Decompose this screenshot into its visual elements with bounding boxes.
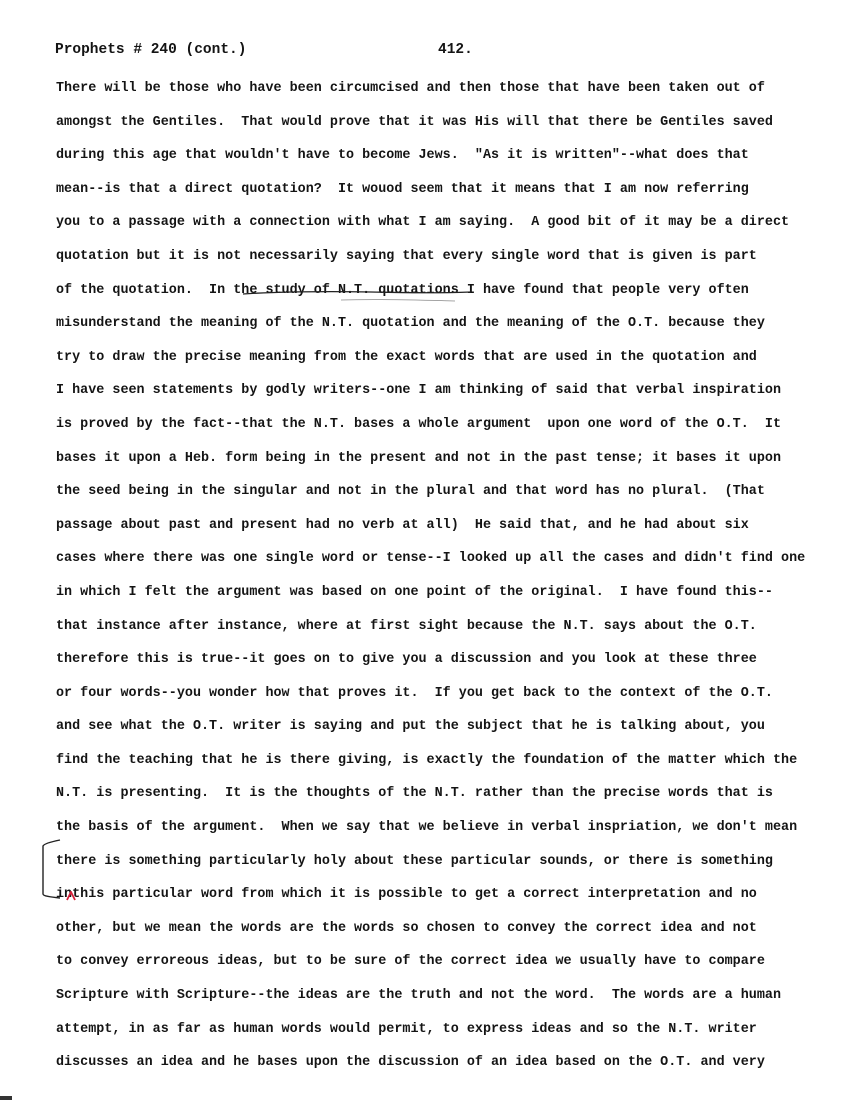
text-line: and see what the O.T. writer is saying and put the subject that he is talking about, you <box>56 719 765 735</box>
body-text <box>56 72 845 1080</box>
text-line: cases where there was one single word or tense--I looked up all the cases and didn't find one <box>56 551 806 567</box>
text-line: attempt, in as far as human words would permit, to express ideas and so the N.T. writer <box>56 1021 757 1037</box>
text-line: that instance after instance, where at first sight because the N.T. says about the O.T. <box>56 618 757 634</box>
margin-bracket-mark <box>40 836 62 900</box>
text-line: N.T. is presenting. It is the thoughts of the N.T. rather than the precise words that is <box>56 786 773 802</box>
text-line: or four words--you wonder how that proves it. If you get back to the context of the O.T. <box>56 685 773 701</box>
text-line: mean--is that a direct quotation? It wouod seem that it means that I am now referring <box>56 181 749 197</box>
text-line: other, but we mean the words are the words so chosen to convey the correct idea and not <box>56 920 757 936</box>
text-line: inthis particular word from which it is possible to get a correct interpretation and no <box>56 887 757 903</box>
text-line: you to a passage with a connection with what I am saying. A good bit of it may be a direct <box>56 215 790 231</box>
text-line: try to draw the precise meaning from the exact words that are used in the quotation and <box>56 349 757 365</box>
text-line: bases it upon a Heb. form being in the present and not in the past tense; it bases it upon <box>56 450 782 466</box>
text-line: passage about past and present had no verb at all) He said that, and he had about six <box>56 517 749 533</box>
red-editorial-mark <box>66 891 76 901</box>
text-line: of the quotation. In the study of N.T. quotations I have found that people very often <box>56 282 749 298</box>
text-line: the basis of the argument. When we say that we believe in verbal inspriation, we don't mean <box>56 820 798 836</box>
scan-smudge <box>0 1094 14 1102</box>
text-line: There will be those who have been circumcised and then those that have been taken out of <box>56 81 765 96</box>
page-number: 412. <box>438 42 473 58</box>
text-line: misunderstand the meaning of the N.T. quotation and the meaning of the O.T. because they <box>56 316 765 332</box>
page-header-title: Prophets # 240 (cont.) <box>55 42 247 58</box>
text-line: Scripture with Scripture--the ideas are the truth and not the word. The words are a human <box>56 988 782 1004</box>
text-line: to convey erroreous ideas, but to be sure of the correct idea we usually have to compare <box>56 954 765 970</box>
text-line: therefore this is true--it goes on to give you a discussion and you look at these three <box>56 652 757 668</box>
text-line: there is something particularly holy about these particular sounds, or there is something <box>56 853 773 869</box>
text-line: is proved by the fact--that the N.T. bases a whole argument upon one word of the O.T. It <box>56 416 782 432</box>
text-line: find the teaching that he is there giving, is exactly the foundation of the matter which the <box>56 752 798 768</box>
text-line: the seed being in the singular and not in the plural and that word has no plural. (That <box>56 484 765 500</box>
text-line: in which I felt the argument was based on one point of the original. I have found this-- <box>56 584 773 600</box>
handwritten-underline <box>241 286 473 306</box>
text-line: discusses an idea and he bases upon the discussion of an idea based on the O.T. and very <box>56 1055 765 1071</box>
text-line: quotation but it is not necessarily saying that every single word that is given is part <box>56 248 757 264</box>
text-line: amongst the Gentiles. That would prove that it was His will that there be Gentiles saved <box>56 114 773 130</box>
text-line: during this age that wouldn't have to become Jews. "As it is written"--what does that <box>56 148 749 164</box>
text-line: I have seen statements by godly writers--one I am thinking of said that verbal inspiration <box>56 383 782 399</box>
